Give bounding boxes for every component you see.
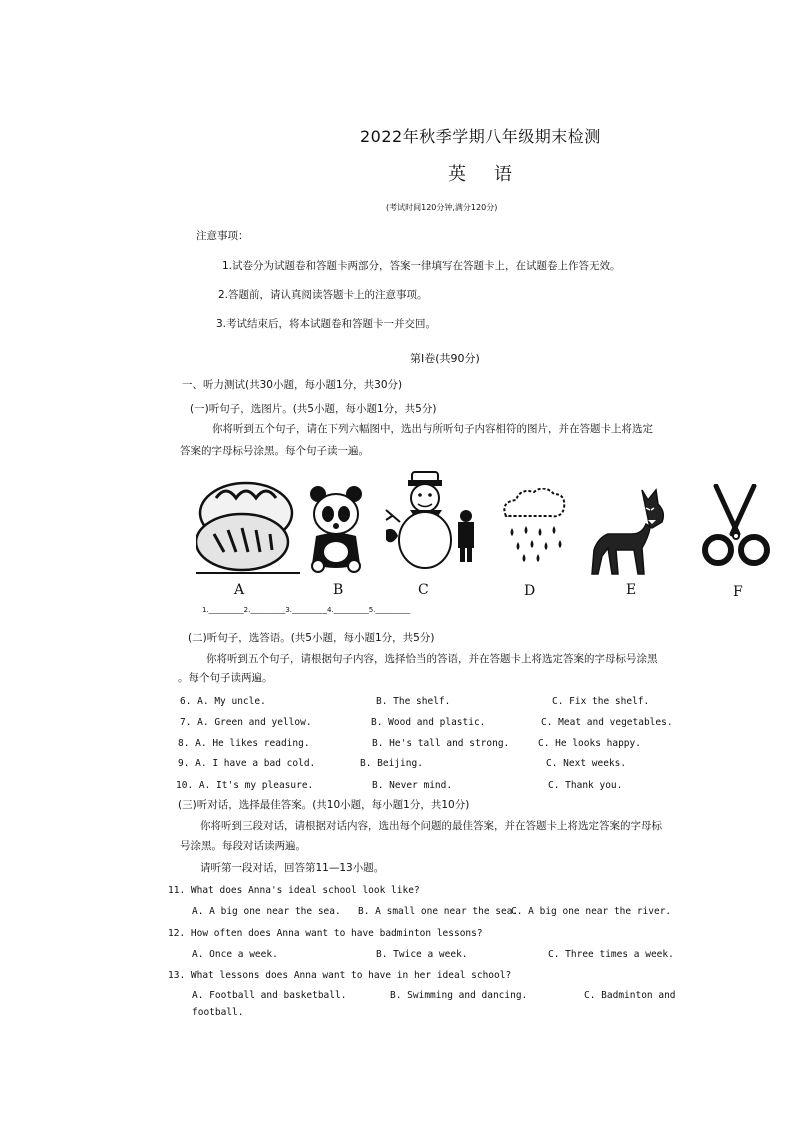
question-option-a: A. Football and basketball. — [192, 990, 347, 1001]
question-option-c: C. Fix the shelf. — [552, 696, 650, 707]
note-item: 3.考试结束后，将本试题卷和答题卡一并交回。 — [216, 318, 437, 330]
question-option-b: B. Swimming and dancing. — [390, 990, 528, 1001]
question-option-b: B. He's tall and strong. — [372, 738, 510, 749]
question-stem: 12. How often does Anna want to have badminton lessons? — [168, 928, 483, 939]
question-option-a: 6. A. My uncle. — [180, 696, 266, 707]
question-option-a: 10. A. It's my pleasure. — [176, 780, 314, 791]
question-option-a: A. Once a week. — [192, 949, 278, 960]
snowman-icon — [382, 470, 482, 572]
picture-label: A — [234, 582, 245, 598]
note-item: 2.答题前，请认真阅读答题卡上的注意事项。 — [218, 289, 428, 301]
instruction: 你将听到五个句子，请在下列六幅图中，选出与所听句子内容相符的图片，并在答题卡上将选定 — [212, 423, 653, 435]
part-heading: (一)听句子，选图片。(共5小题，每小题1分，共5分) — [190, 403, 437, 415]
question-option-c: C. Badminton and — [584, 990, 676, 1001]
picture-label: E — [626, 582, 637, 598]
question-option-b: B. Wood and plastic. — [371, 717, 486, 728]
question-option-b: B. Twice a week. — [376, 949, 468, 960]
exam-title: 2022年秋季学期八年级期末检测 — [360, 127, 601, 146]
question-option-c: C. Three times a week. — [548, 949, 674, 960]
question-option-b: B. Never mind. — [372, 780, 453, 791]
question-option-c: C. Next weeks. — [546, 758, 627, 769]
question-option-c: C. A big one near the river. — [511, 906, 672, 917]
question-option-a: 9. A. I have a bad cold. — [178, 758, 316, 769]
question-option-a: 7. A. Green and yellow. — [180, 717, 312, 728]
question-option-a: A. A big one near the sea. — [192, 906, 341, 917]
note-item: 1.试卷分为试题卷和答题卡两部分，答案一律填写在答题卡上，在试题卷上作答无效。 — [222, 260, 621, 272]
picture-label: D — [524, 583, 536, 599]
question-stem: 13. What lessons does Anna want to have in her ideal school? — [168, 970, 512, 981]
instruction: 答案的字母标号涂黑。每个句子读一遍。 — [180, 445, 369, 457]
question-option-c: C. Thank you. — [548, 780, 623, 791]
part-heading: (二)听句子，选答语。(共5小题，每小题1分，共5分) — [188, 632, 435, 644]
question-option-b: B. The shelf. — [376, 696, 451, 707]
volume-heading: 第Ⅰ卷(共90分) — [410, 352, 480, 365]
instruction: 号涂黑。每段对话读两遍。 — [180, 840, 306, 852]
notes-heading: 注意事项： — [196, 230, 249, 242]
question-stem: 11. What does Anna's ideal school look like? — [168, 885, 420, 896]
subject-title: 英语 — [448, 164, 540, 185]
picture-label: C — [418, 582, 429, 598]
answer-blanks: 1.__________2.__________3.__________4.__________5.__________ — [202, 606, 411, 614]
wolf-icon — [590, 486, 670, 578]
question-option-a: 8. A. He likes reading. — [178, 738, 310, 749]
dialogue-intro: 请听第一段对话，回答第11—13小题。 — [200, 862, 385, 874]
instruction: 你将听到五个句子，请根据句子内容，选择恰当的答语，并在答题卡上将选定答案的字母标号涂黑 — [206, 653, 658, 665]
picture-label: F — [733, 584, 743, 600]
question-option-b: B. Beijing. — [360, 758, 423, 769]
exam-time-note: (考试时间120分钟,满分120分) — [386, 203, 498, 212]
question-option-c: C. He looks happy. — [538, 738, 641, 749]
section-heading: 一、听力测试(共30小题，每小题1分，共30分) — [182, 379, 403, 391]
question-option-b: B. A small one near the sea. — [358, 906, 519, 917]
question-option-c-wrap: football. — [192, 1007, 244, 1018]
picture-label: B — [333, 582, 344, 598]
bread-icon — [196, 478, 302, 578]
instruction: 你将听到三段对话，请根据对话内容，选出每个问题的最佳答案，并在答题卡上将选定答案的字母标 — [200, 820, 662, 832]
panda-icon — [306, 484, 366, 574]
part-heading: (三)听对话，选择最佳答案。(共10小题，每小题1分，共10分) — [178, 799, 470, 811]
rain-cloud-icon — [498, 488, 566, 568]
question-option-c: C. Meat and vegetables. — [541, 717, 673, 728]
instruction: 。每个句子读两遍。 — [178, 672, 273, 684]
scissors-icon — [700, 484, 772, 570]
